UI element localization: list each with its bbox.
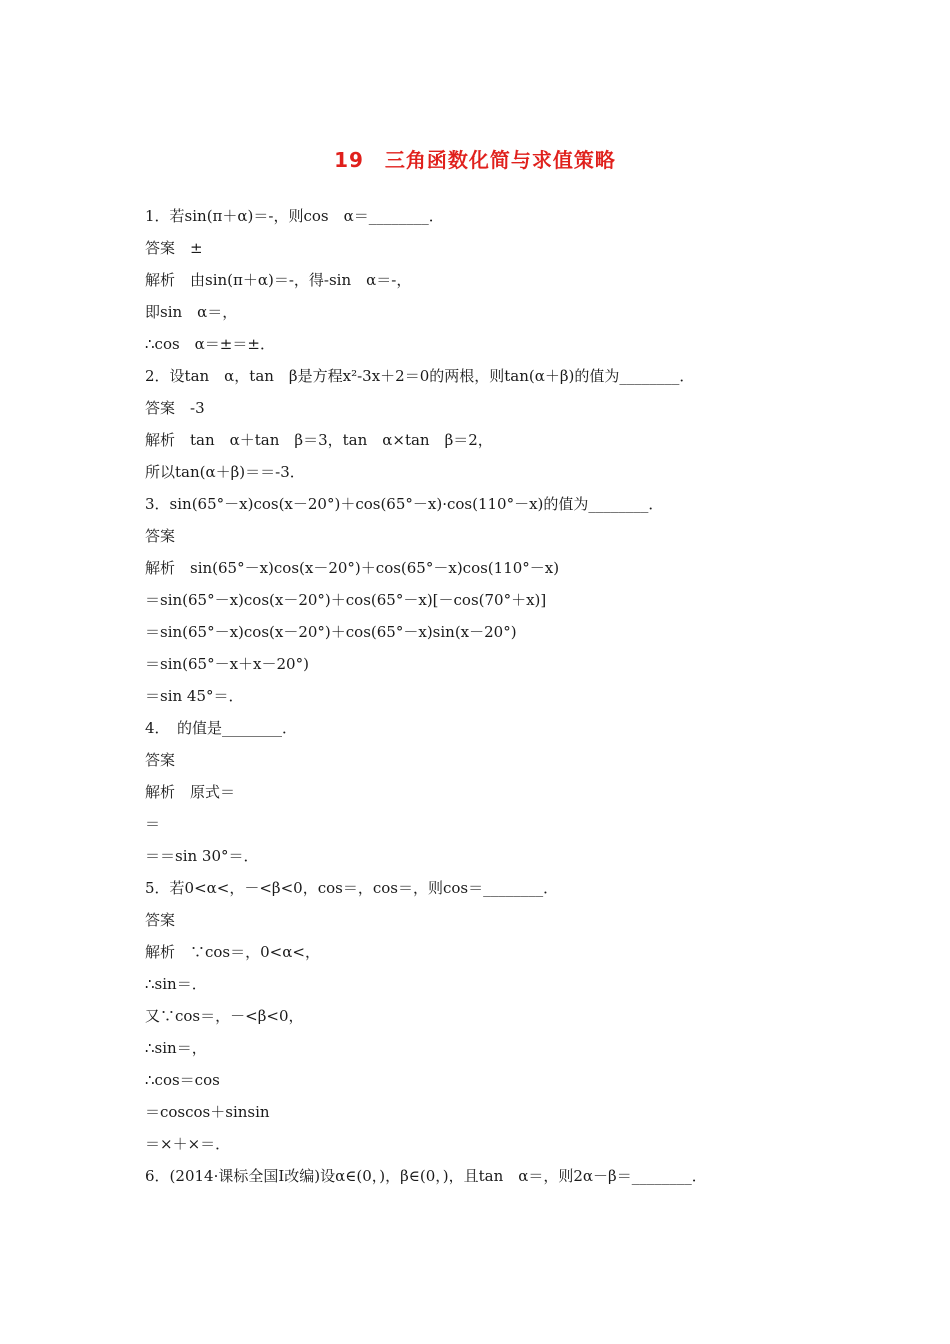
page-title: 19 三角函数化简与求值策略 [334, 148, 616, 172]
analysis-5-line: ∴sin＝． [145, 975, 207, 993]
document-body [145, 200, 810, 1212]
analysis-3-line: ＝sin(65°－x)cos(x－20°)＋cos(65°－x)[－cos(70°＋x)] [145, 591, 547, 609]
analysis-3: 解析 sin(65°－x)cos(x－20°)＋cos(65°－x)cos(110°－x) [145, 559, 560, 577]
analysis-5: 解析 ∵cos＝，0<α<， [145, 943, 320, 961]
answer-4: 答案 [145, 751, 176, 769]
analysis-5-line: ＝coscos＋sinsin [145, 1103, 270, 1121]
question-2: 2．设tan α，tan β是方程x²-3x＋2＝0的两根，则tan(α＋β)的值为________． [145, 367, 695, 385]
analysis-3-line: ＝sin(65°－x＋x－20°) [145, 655, 309, 673]
answer-3: 答案 [145, 527, 176, 545]
analysis-4-line: ＝ [145, 815, 161, 833]
analysis-1-line: 即sin α＝， [145, 303, 238, 321]
analysis-5-line: 又∵cos＝，－<β<0， [145, 1007, 304, 1025]
question-6: 6．(2014·课标全国Ⅰ改编)设α∈(0，)，β∈(0，)，且tan α＝，则2α－β＝________． [145, 1167, 707, 1185]
analysis-5-line: ∴cos＝cos [145, 1071, 220, 1089]
analysis-5-line: ∴sin＝， [145, 1039, 207, 1057]
analysis-1-line: ∴cos α＝±＝±． [145, 335, 275, 353]
question-3: 3．sin(65°－x)cos(x－20°)＋cos(65°－x)·cos(110°－x)的值为________． [145, 495, 664, 513]
analysis-2-line: 所以tan(α＋β)＝＝-3． [145, 463, 305, 481]
question-5: 5．若0<α<，－<β<0，cos＝，cos＝，则cos＝________． [145, 879, 559, 897]
analysis-4-line: ＝＝sin 30°＝． [145, 847, 259, 865]
question-1: 1．若sin(π＋α)＝-，则cos α＝________． [145, 207, 444, 225]
analysis-3-line: ＝sin 45°＝． [145, 687, 244, 705]
analysis-5-line: ＝×＋×＝． [145, 1135, 231, 1153]
analysis-1: 解析 由sin(π＋α)＝-，得-sin α＝-， [145, 271, 412, 289]
analysis-2: 解析 tan α＋tan β＝3，tan α×tan β＝2， [145, 431, 493, 449]
answer-2: 答案 -3 [145, 399, 205, 417]
analysis-4: 解析 原式＝ [145, 783, 236, 801]
question-4: 4． 的值是________． [145, 719, 298, 737]
answer-1: 答案 ± [145, 239, 203, 257]
analysis-3-line: ＝sin(65°－x)cos(x－20°)＋cos(65°－x)sin(x－20°) [145, 623, 517, 641]
answer-5: 答案 [145, 911, 176, 929]
